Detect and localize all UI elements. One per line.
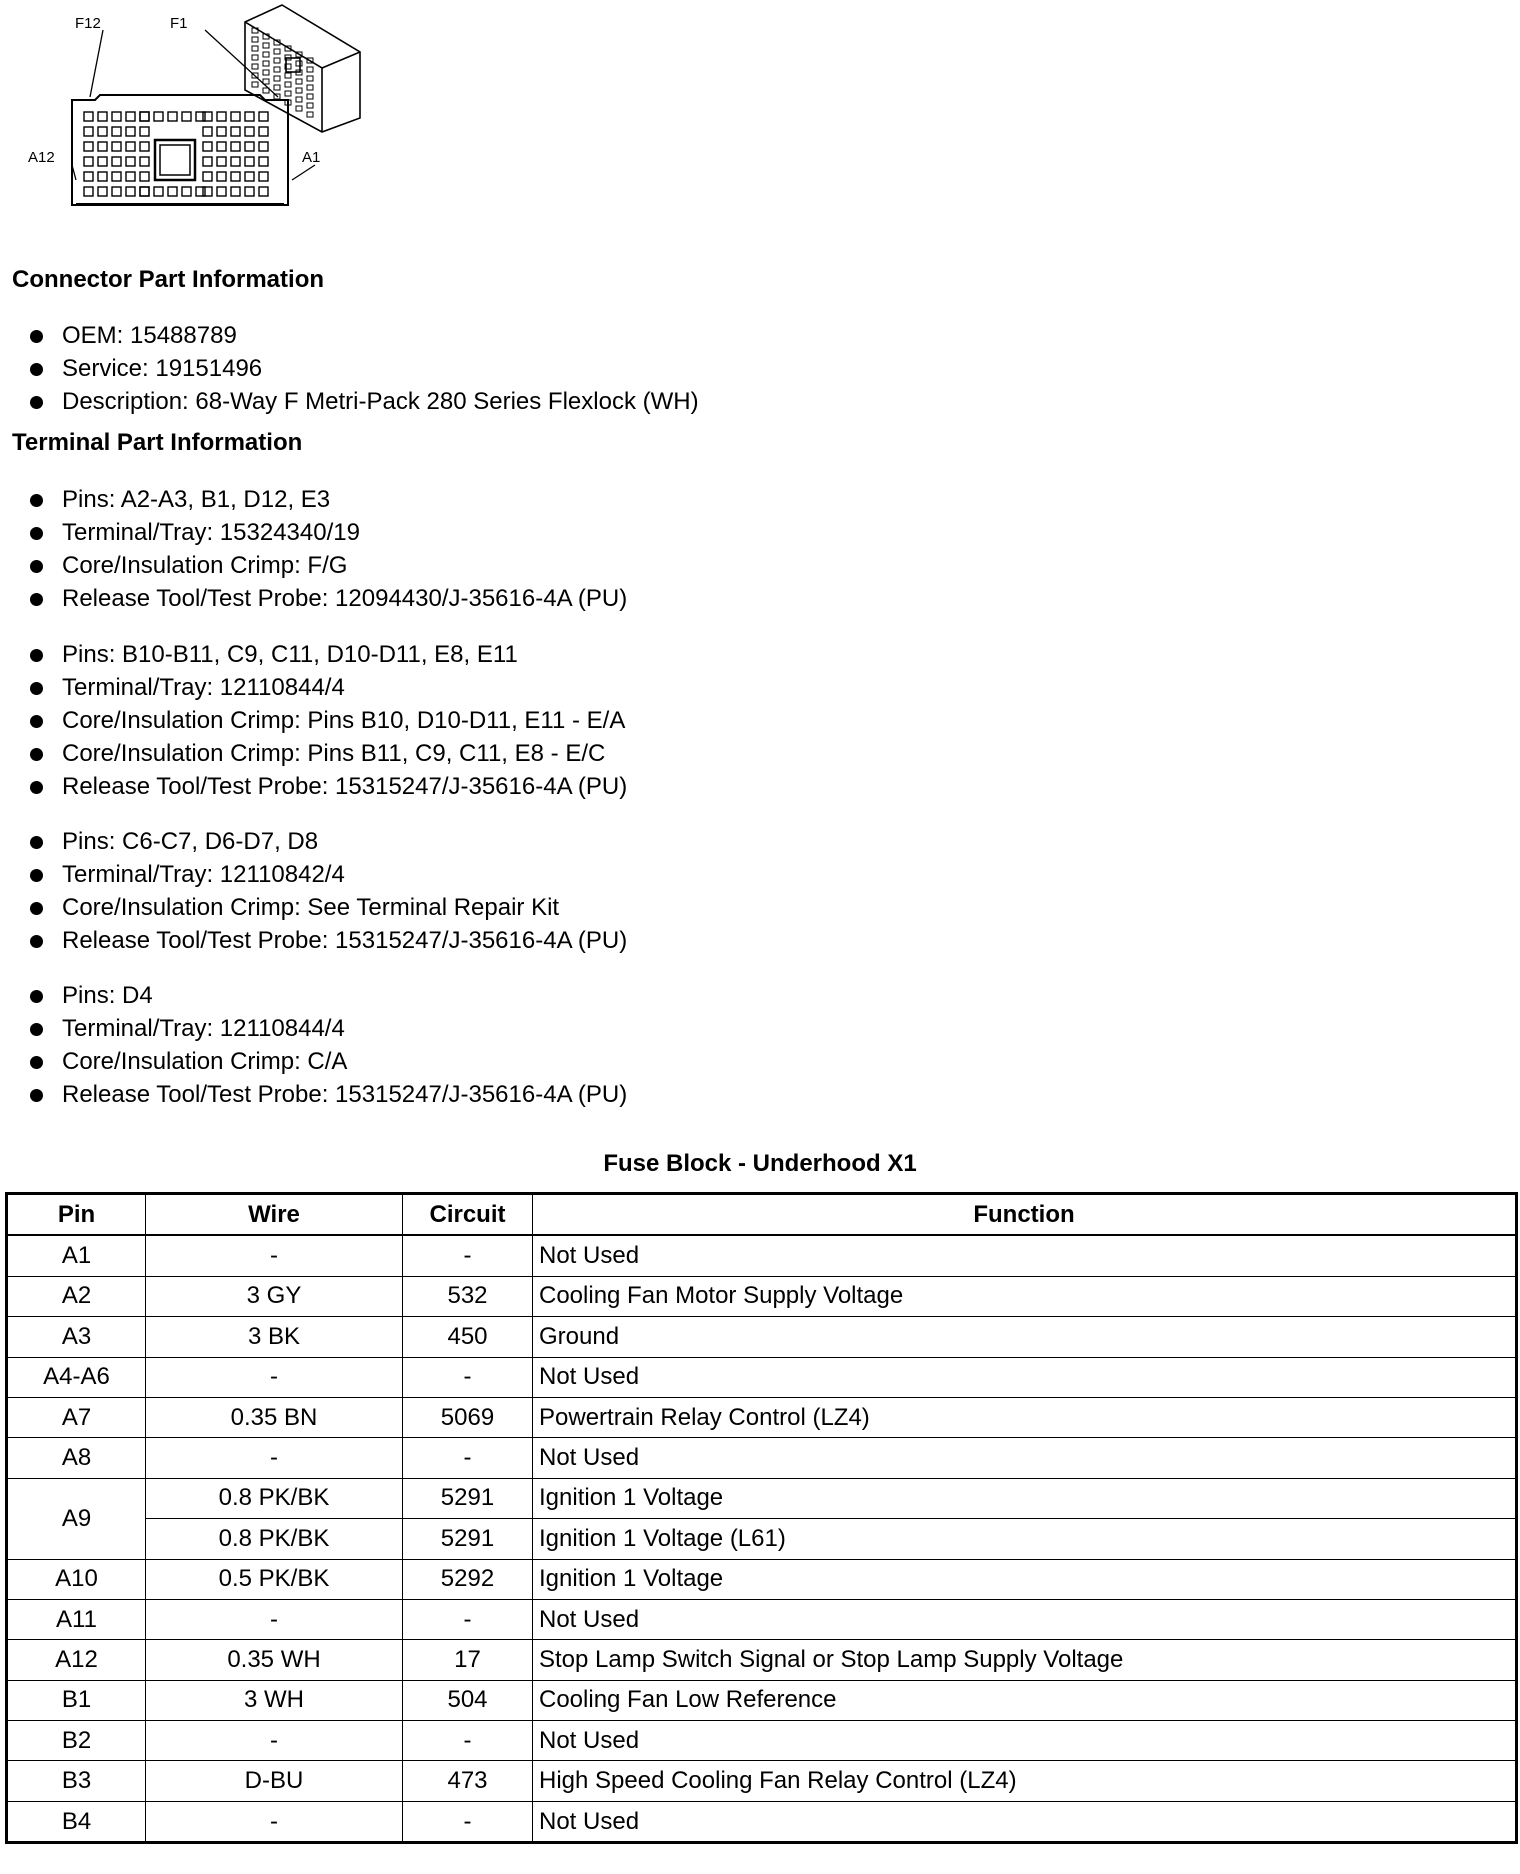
pin-cavity [252, 37, 258, 42]
list-item: Pins: A2-A3, B1, D12, E3 [30, 483, 627, 516]
pin-cavity [140, 112, 149, 121]
pin-cavity [245, 172, 254, 181]
pin-cavity [231, 187, 240, 196]
pin-cavity [252, 55, 258, 60]
function-cell: Not Used [533, 1599, 1517, 1639]
pin-cavity [252, 82, 258, 87]
pin-cell: A3 [7, 1317, 146, 1357]
connector-part-list [30, 319, 699, 418]
pin-cavity [296, 97, 302, 102]
pin-cavity [203, 127, 212, 136]
pin-cavity [98, 172, 107, 181]
pin-cavity [274, 76, 280, 81]
list-item: Pins: B10-B11, C9, C11, D10-D11, E8, E11 [30, 638, 627, 671]
function-cell: Not Used [533, 1721, 1517, 1761]
wire-cell: 3 WH [146, 1680, 403, 1720]
pin-cavity [285, 82, 291, 87]
pin-cavity [274, 67, 280, 72]
circuit-cell: 5291 [403, 1519, 533, 1559]
pin-cavity [217, 172, 226, 181]
wire-cell: - [146, 1438, 403, 1478]
pin-cavity [84, 172, 93, 181]
list-item: Terminal/Tray: 12110844/4 [30, 1012, 627, 1045]
pin-cell: B4 [7, 1801, 146, 1842]
pin-cavity [112, 112, 121, 121]
pin-cavity [217, 157, 226, 166]
pin-cavity [182, 112, 191, 121]
function-cell: Not Used [533, 1235, 1517, 1276]
circuit-cell: 5292 [403, 1559, 533, 1599]
header-wire: Wire [146, 1194, 403, 1236]
circuit-cell: 532 [403, 1276, 533, 1316]
function-cell: Powertrain Relay Control (LZ4) [533, 1397, 1517, 1437]
terminal-part-title: Terminal Part Information [12, 429, 303, 456]
pin-cavity [231, 127, 240, 136]
circuit-cell: 504 [403, 1680, 533, 1720]
pin-cavity [140, 127, 149, 136]
list-item: Core/Insulation Crimp: C/A [30, 1045, 627, 1078]
table-row [7, 1761, 1517, 1801]
wire-cell: - [146, 1721, 403, 1761]
pin-cavity [84, 112, 93, 121]
pin-cell: A11 [7, 1599, 146, 1639]
function-cell: Ground [533, 1317, 1517, 1357]
pin-cavity [84, 127, 93, 136]
pin-cavity [231, 157, 240, 166]
pin-cavity [126, 157, 135, 166]
circuit-cell: - [403, 1235, 533, 1276]
pin-cell: A7 [7, 1397, 146, 1437]
circuit-cell: - [403, 1357, 533, 1397]
pin-cell: A8 [7, 1438, 146, 1478]
wire-cell: D-BU [146, 1761, 403, 1801]
table-row [7, 1276, 1517, 1316]
pin-cavity [252, 46, 258, 51]
pin-cavity [231, 112, 240, 121]
wire-cell: - [146, 1235, 403, 1276]
connector-face-view [72, 95, 288, 205]
list-item: Release Tool/Test Probe: 15315247/J-35616-4A (PU) [30, 924, 627, 957]
pin-cavity [307, 67, 313, 72]
circuit-cell: - [403, 1801, 533, 1842]
pin-cavity [231, 172, 240, 181]
pin-cavity [126, 172, 135, 181]
pin-cavity [140, 142, 149, 151]
pin-cell: A9 [7, 1478, 146, 1559]
pin-cavity [203, 172, 212, 181]
pin-cavity [168, 112, 177, 121]
pin-cavity [98, 187, 107, 196]
pin-cavity [140, 187, 149, 196]
list-item: Release Tool/Test Probe: 15315247/J-35616-4A (PU) [30, 1078, 627, 1111]
table-row [7, 1721, 1517, 1761]
circuit-cell: - [403, 1599, 533, 1639]
pin-cell: A1 [7, 1235, 146, 1276]
function-cell: Cooling Fan Motor Supply Voltage [533, 1276, 1517, 1316]
function-cell: Cooling Fan Low Reference [533, 1680, 1517, 1720]
pin-cavity [245, 157, 254, 166]
function-cell: High Speed Cooling Fan Relay Control (LZ4) [533, 1761, 1517, 1801]
pin-cell: A12 [7, 1640, 146, 1680]
pin-cavity [307, 76, 313, 81]
pin-cavity [274, 58, 280, 63]
table-row [7, 1559, 1517, 1599]
list-item: Terminal/Tray: 12110842/4 [30, 858, 627, 891]
table-row [7, 1640, 1517, 1680]
pin-cavity [203, 157, 212, 166]
list-item: Terminal/Tray: 15324340/19 [30, 516, 627, 549]
connector-3d-view [245, 5, 360, 132]
list-item: Pins: C6-C7, D6-D7, D8 [30, 825, 627, 858]
wire-cell: 3 GY [146, 1276, 403, 1316]
pin-cavity [245, 187, 254, 196]
function-cell: Stop Lamp Switch Signal or Stop Lamp Supply Voltage [533, 1640, 1517, 1680]
pin-cavity [154, 112, 163, 121]
pin-cell: B2 [7, 1721, 146, 1761]
table-row [7, 1680, 1517, 1720]
pin-cavity [98, 142, 107, 151]
wire-cell: 0.8 PK/BK [146, 1519, 403, 1559]
pin-cavity [217, 112, 226, 121]
table-header-row [7, 1194, 1517, 1236]
pin-cavity [296, 88, 302, 93]
header-circuit: Circuit [403, 1194, 533, 1236]
pin-cavity [245, 112, 254, 121]
circuit-cell: 17 [403, 1640, 533, 1680]
table-row [7, 1438, 1517, 1478]
pin-cavity [307, 112, 313, 117]
function-cell: Ignition 1 Voltage [533, 1478, 1517, 1518]
table-row [7, 1519, 1517, 1559]
circuit-cell: 5069 [403, 1397, 533, 1437]
connector-part-title: Connector Part Information [12, 266, 325, 293]
pin-cavity [263, 52, 269, 57]
pinout-table [5, 1192, 1518, 1844]
pin-cavity [126, 142, 135, 151]
list-item: Core/Insulation Crimp: Pins B11, C9, C11, E8 - E/C [30, 737, 627, 770]
pin-cavity [98, 112, 107, 121]
wire-cell: 0.35 BN [146, 1397, 403, 1437]
pin-cavity [112, 172, 121, 181]
pin-cavity [285, 73, 291, 78]
pin-cavity [252, 64, 258, 69]
list-item: Core/Insulation Crimp: Pins B10, D10-D11, E11 - E/A [30, 704, 627, 737]
list-item: Core/Insulation Crimp: F/G [30, 549, 627, 582]
pin-cavity [231, 142, 240, 151]
wire-cell: 3 BK [146, 1317, 403, 1357]
circuit-cell: 473 [403, 1761, 533, 1801]
pin-cavity [84, 142, 93, 151]
circuit-cell: 5291 [403, 1478, 533, 1518]
list-item: Release Tool/Test Probe: 15315247/J-35616-4A (PU) [30, 770, 627, 803]
pin-cavity [263, 70, 269, 75]
pin-cavity [217, 127, 226, 136]
pin-cavity [84, 157, 93, 166]
pin-cell: A4-A6 [7, 1357, 146, 1397]
list-item: Core/Insulation Crimp: See Terminal Repair Kit [30, 891, 627, 924]
header-pin: Pin [7, 1194, 146, 1236]
pin-cavity [203, 142, 212, 151]
pin-cavity [263, 43, 269, 48]
pin-cavity [259, 187, 268, 196]
list-item: OEM: 15488789 [30, 319, 699, 352]
list-item: Description: 68-Way F Metri-Pack 280 Series Flexlock (WH) [30, 385, 699, 418]
pin-cavity [259, 142, 268, 151]
function-cell: Not Used [533, 1801, 1517, 1842]
callout-f12: F12 [75, 15, 101, 32]
pin-cavity [126, 187, 135, 196]
table-row [7, 1317, 1517, 1357]
wire-cell: 0.35 WH [146, 1640, 403, 1680]
table-row [7, 1478, 1517, 1518]
terminal-group-4 [30, 979, 627, 1111]
pin-cavity [296, 106, 302, 111]
function-cell: Not Used [533, 1357, 1517, 1397]
pin-cavity [245, 127, 254, 136]
pin-cell: B3 [7, 1761, 146, 1801]
list-item: Service: 19151496 [30, 352, 699, 385]
list-item: Release Tool/Test Probe: 12094430/J-35616-4A (PU) [30, 582, 627, 615]
pin-cavity [296, 79, 302, 84]
callout-a12: A12 [28, 149, 55, 166]
pin-cell: B1 [7, 1680, 146, 1720]
table-row [7, 1397, 1517, 1437]
wire-cell: - [146, 1801, 403, 1842]
terminal-group-1 [30, 483, 627, 615]
list-item: Pins: D4 [30, 979, 627, 1012]
table-row [7, 1357, 1517, 1397]
pin-cavity [140, 187, 149, 196]
wire-cell: 0.8 PK/BK [146, 1478, 403, 1518]
header-function: Function [533, 1194, 1517, 1236]
pin-cell: A2 [7, 1276, 146, 1316]
pin-cavity [112, 142, 121, 151]
circuit-cell: - [403, 1721, 533, 1761]
pin-cavity [307, 103, 313, 108]
circuit-cell: - [403, 1438, 533, 1478]
pin-cavity [98, 157, 107, 166]
pin-cavity [112, 187, 121, 196]
pin-cavity [154, 187, 163, 196]
pin-cavity [140, 157, 149, 166]
pin-cavity [140, 112, 149, 121]
function-cell: Ignition 1 Voltage (L61) [533, 1519, 1517, 1559]
pin-cavity [259, 157, 268, 166]
pin-cavity [285, 91, 291, 96]
wire-cell: 0.5 PK/BK [146, 1559, 403, 1599]
wire-cell: - [146, 1357, 403, 1397]
table-title: Fuse Block - Underhood X1 [603, 1150, 917, 1177]
pin-cavity [168, 187, 177, 196]
callout-a1: A1 [302, 149, 321, 166]
pin-cavity [307, 94, 313, 99]
table-row [7, 1801, 1517, 1842]
pin-cavity [259, 112, 268, 121]
function-cell: Ignition 1 Voltage [533, 1559, 1517, 1599]
pin-cavity [274, 85, 280, 90]
table-row [7, 1235, 1517, 1276]
pin-cavity [98, 127, 107, 136]
pin-cavity [263, 61, 269, 66]
pin-cavity [259, 172, 268, 181]
connector-diagram [20, 0, 380, 220]
circuit-cell: 450 [403, 1317, 533, 1357]
pin-cavity [182, 187, 191, 196]
table-row [7, 1599, 1517, 1639]
list-item: Terminal/Tray: 12110844/4 [30, 671, 627, 704]
pin-cavity [84, 187, 93, 196]
pin-cavity [126, 127, 135, 136]
terminal-group-3 [30, 825, 627, 957]
pin-cavity [126, 112, 135, 121]
function-cell: Not Used [533, 1438, 1517, 1478]
pin-cell: A10 [7, 1559, 146, 1599]
wire-cell: - [146, 1599, 403, 1639]
pin-cavity [307, 85, 313, 90]
pin-cavity [140, 172, 149, 181]
pin-cavity [112, 157, 121, 166]
callout-f1: F1 [170, 15, 188, 32]
pin-cavity [296, 61, 302, 66]
pin-cavity [274, 49, 280, 54]
pin-cavity [217, 142, 226, 151]
pin-cavity [112, 127, 121, 136]
terminal-group-2 [30, 638, 627, 803]
pin-cavity [217, 187, 226, 196]
pin-cavity [259, 127, 268, 136]
table-body [7, 1235, 1517, 1842]
pin-cavity [245, 142, 254, 151]
